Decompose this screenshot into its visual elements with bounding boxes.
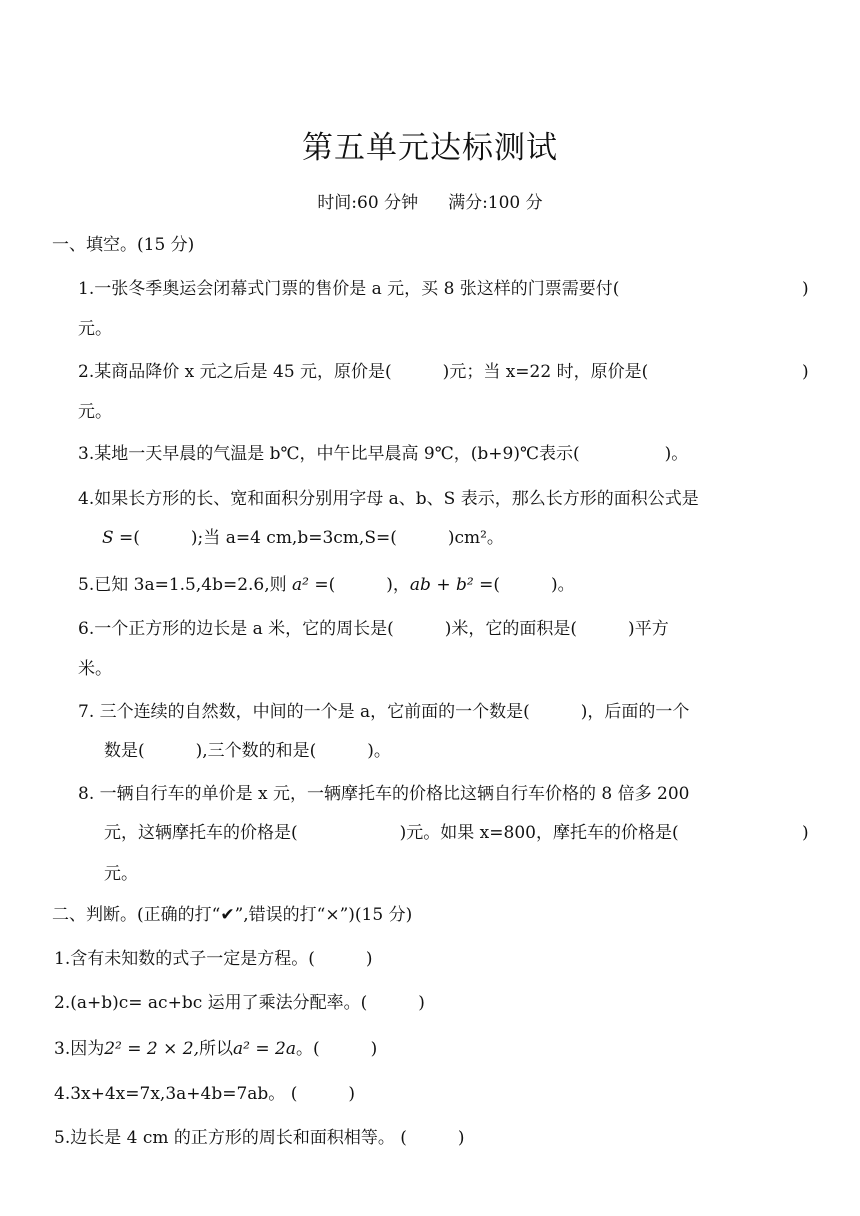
- judge-2: 2.(a+b)c= ac+bc 运用了乘法分配率。( ): [54, 993, 425, 1013]
- question-5-blank2: ( )。: [493, 575, 575, 595]
- judge-3-blank: 。( ): [295, 1039, 378, 1059]
- exam-info: [0, 188, 860, 213]
- judge-3-expr2: a² = 2a: [233, 1039, 296, 1059]
- question-5-text: 5.已知 3a=1.5,4b=2.6,则: [78, 575, 287, 595]
- question-8-end: 元。: [104, 864, 138, 884]
- section1-heading: 一、填空。(15 分): [52, 235, 195, 255]
- area-formula: S =: [102, 528, 134, 548]
- question-8-cont: 元，这辆摩托车的价格是( )元。如果 x=800，摩托车的价格是(: [104, 823, 679, 843]
- question-5: [78, 573, 575, 597]
- exam-time: 时间:60 分钟: [317, 193, 419, 213]
- judge-3-text: 3.因为: [54, 1039, 105, 1059]
- question-1-bracket: ): [802, 279, 809, 299]
- question-4-blanks: ( );当 a=4 cm,b=3cm,S=( )cm²。: [133, 528, 504, 548]
- question-5-blank1: ( )，: [328, 575, 410, 595]
- question-5-expr1: a² =: [292, 575, 329, 595]
- judge-3-expr1: 2² = 2 × 2,: [104, 1039, 200, 1059]
- question-6-cont: 米。: [78, 659, 112, 679]
- question-4-cont: [102, 526, 504, 550]
- question-2-cont: 元。: [78, 402, 112, 422]
- question-5-expr2: ab + b² =: [409, 575, 494, 595]
- question-2-bracket: ): [802, 362, 809, 382]
- judge-5: 5.边长是 4 cm 的正方形的周长和面积相等。 ( ): [54, 1128, 465, 1148]
- question-7-cont: 数是( ),三个数的和是( )。: [104, 741, 391, 761]
- judge-3: [54, 1037, 377, 1061]
- judge-4: 4.3x+4x=7x,3a+4b=7ab。 ( ): [54, 1084, 355, 1104]
- judge-1: 1.含有未知数的式子一定是方程。( ): [54, 949, 373, 969]
- question-1-cont: 元。: [78, 319, 112, 339]
- question-1-text: 1.一张冬季奥运会闭幕式门票的售价是 a 元，买 8 张这样的门票需要付(: [78, 279, 620, 299]
- question-7-text: 7. 三个连续的自然数，中间的一个是 a，它前面的一个数是( )，后面的一个: [78, 702, 690, 722]
- exam-score: 满分:100 分: [448, 193, 543, 213]
- judge-3-mid: 所以: [199, 1039, 234, 1059]
- question-8-bracket: ): [802, 823, 809, 843]
- question-4-text: 4.如果长方形的长、宽和面积分别用字母 a、b、S 表示，那么长方形的面积公式是: [78, 489, 699, 509]
- question-6-text: 6.一个正方形的边长是 a 米，它的周长是( )米，它的面积是( )平方: [78, 619, 669, 639]
- page-title: 第五单元达标测试: [302, 130, 558, 166]
- section2-heading: 二、判断。(正确的打“✔”,错误的打“×”)(15 分): [52, 905, 413, 925]
- question-8-text: 8. 一辆自行车的单价是 x 元，一辆摩托车的价格比这辆自行车价格的 8 倍多 200: [78, 784, 690, 804]
- question-2-text: 2.某商品降价 x 元之后是 45 元，原价是( )元；当 x=22 时，原价是(: [78, 362, 649, 382]
- question-3: 3.某地一天早晨的气温是 b℃，中午比早晨高 9℃，(b+9)℃表示( )。: [78, 444, 689, 464]
